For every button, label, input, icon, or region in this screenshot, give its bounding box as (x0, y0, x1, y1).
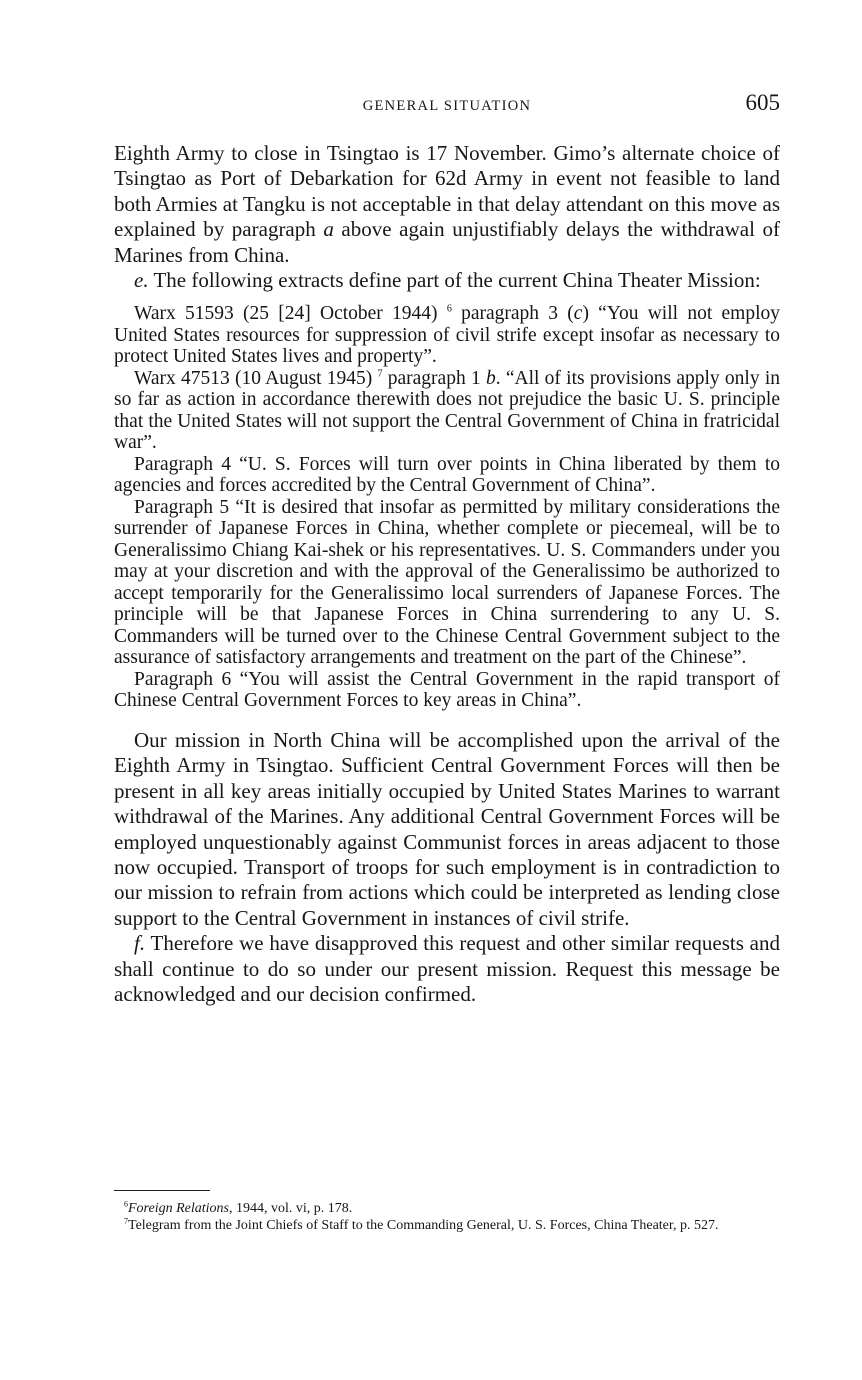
extract-text: ) “You will not employ United States resources for suppression of civil strife except insofar as necessary to protect United States lives and property”. (114, 303, 780, 368)
paragraph-text: The following extracts define part of the current China Theater Mission: (148, 268, 761, 293)
page-body (114, 141, 780, 1007)
page-number: 605 (745, 90, 780, 115)
paragraph-f (114, 931, 780, 1007)
paragraph-text: Therefore we have disapproved this request and other similar requests and shall continue to do so under our present mission. Request this message be acknowledged and our decision confirmed. (114, 931, 780, 1006)
paragraph-label: f. (134, 931, 146, 956)
extract-italic: c (573, 303, 583, 325)
extract-text: paragraph 3 ( (451, 303, 574, 325)
quoted-extract (114, 303, 780, 368)
footnote-ref: 6 (446, 303, 452, 315)
paragraph-mission: Our mission in North China will be accomplished upon the arrival of the Eighth Army in Tsingtao. Sufficient Central Government Forces will then be present in all key areas initially occupied by United States Marines to warrant withdrawal of the Marines. Any additional Central Government Forces will be employed unquestionably against Communist forces in areas adjacent to those now occupied. Transport of troops for such employment is in contradiction to our mission to refrain from actions which could be interpreted as lending close support to the Central Government in instances of civil strife. (114, 727, 780, 930)
footnote-6 (114, 1200, 780, 1217)
footnotes (114, 1190, 780, 1234)
footnote-text: , 1944, vol. vi, p. 178. (228, 1201, 353, 1216)
footnote-rule (114, 1190, 210, 1191)
paragraph-text: Eighth Army to close in Tsingtao is 17 November. Gimo’s alternate choice of Tsingtao as Port of Debarkation for 62d Army in event not feasible to land both Armies at Tangku is not acceptable in that delay attendant on this move as explained by paragraph (114, 141, 780, 242)
paragraph-label: e. (134, 268, 149, 293)
quoted-extract: Paragraph 6 “You will assist the Central Government in the rapid transport of Chinese Central Government Forces to key areas in China”. (114, 668, 780, 712)
quoted-extract (114, 368, 780, 454)
quoted-extract: Paragraph 5 “It is desired that insofar as permitted by military considerations the surrender of Japanese Forces in China, whether complete or piecemeal, will be to Generalissimo Chiang Kai-shek or his representatives. U. S. Commanders under you may at your discretion and with the approval of the Generalissimo be authorized to accept temporarily for the Generalissimo local surrenders of Japanese Forces. The principle will be that Japanese Forces in China surrendering to any U. S. Commanders will be turned over to the Chinese Central Government subject to the assurance of satisfactory arrangements and treatment on the part of the Chinese”. (114, 496, 780, 669)
footnote-mark: 7 (124, 1216, 128, 1226)
extract-text: paragraph 1 (382, 367, 486, 389)
footnote-7 (114, 1217, 780, 1234)
footnote-mark: 6 (124, 1199, 128, 1209)
extract-text: Warx 51593 (25 [24] October 1944) (134, 303, 447, 325)
paragraph-text: above again unjustifiably delays the withdrawal of Marines from China. (114, 217, 780, 267)
footnote-text: Telegram from the Joint Chiefs of Staff to the Commanding General, U. S. Forces, China Theater, p. 527. (128, 1218, 719, 1233)
extract-text: Warx 47513 (10 August 1945) (134, 367, 378, 389)
quoted-extract: Paragraph 4 “U. S. Forces will turn over points in China liberated by them to agencies and forces accredited by the Central Government of China”. (114, 453, 780, 497)
footnote-ref: 7 (377, 368, 383, 380)
paragraph-italic: a (323, 217, 334, 242)
footnote-title: Foreign Relations (128, 1201, 229, 1216)
paragraph-e (114, 268, 780, 293)
paragraph-continued (114, 141, 780, 268)
extract-italic: b (485, 367, 496, 389)
extract-text: . “All of its provisions apply only in so far as action in accordance therewith does not prejudice the basic U. S. principle that the United States will not support the Central Government of China in fratricidal war”. (114, 367, 781, 454)
page-header (114, 90, 780, 124)
running-head: GENERAL SITUATION (362, 98, 532, 114)
